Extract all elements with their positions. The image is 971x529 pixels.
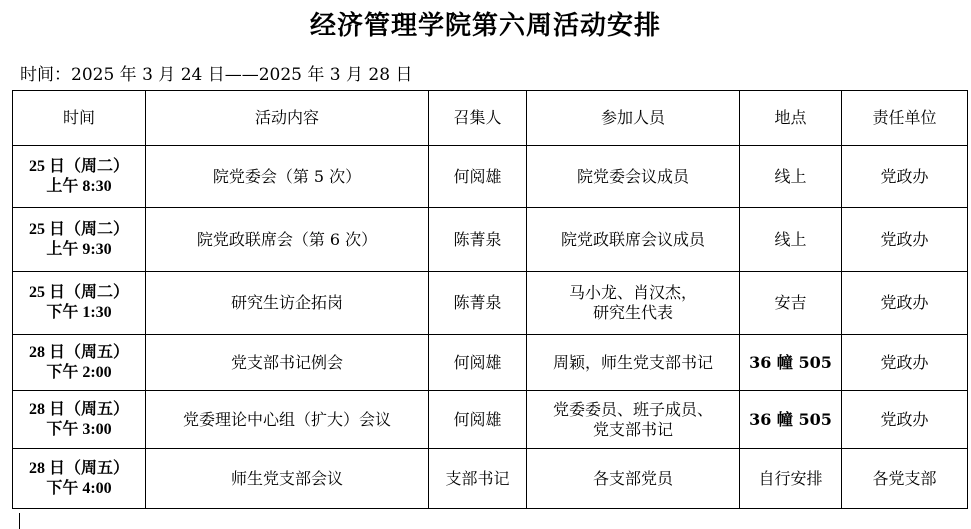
cell-participants: 党委委员、班子成员、 党支部书记 [527, 391, 740, 449]
table-row [13, 335, 968, 391]
cell-convener: 何阅雄 [429, 391, 527, 449]
table-row [13, 208, 968, 272]
cell-participants: 马小龙、肖汉杰， 研究生代表 [527, 272, 740, 335]
cell-convener: 支部书记 [429, 449, 527, 509]
cell-participants: 院党政联席会议成员 [527, 208, 740, 272]
cell-participants: 周颖，师生党支部书记 [527, 335, 740, 391]
cell-location: 线上 [740, 146, 842, 208]
cell-participants: 院党委会议成员 [527, 146, 740, 208]
cell-participants: 各支部党员 [527, 449, 740, 509]
cell-content: 院党政联席会（第 6 次） [146, 208, 429, 272]
schedule-table [12, 90, 968, 509]
table-row [13, 449, 968, 509]
cell-unit: 党政办 [842, 208, 968, 272]
cell-convener: 何阅雄 [429, 335, 527, 391]
cell-content: 党支部书记例会 [146, 335, 429, 391]
header-unit: 责任单位 [842, 91, 968, 146]
cell-time: 28 日（周五） 下午 2:00 [13, 335, 146, 391]
table-row [13, 146, 968, 208]
cell-unit: 各党支部 [842, 449, 968, 509]
header-content: 活动内容 [146, 91, 429, 146]
cell-content: 师生党支部会议 [146, 449, 429, 509]
cell-location: 安吉 [740, 272, 842, 335]
cell-unit: 党政办 [842, 391, 968, 449]
table-header-row [13, 91, 968, 146]
cell-time: 28 日（周五） 下午 4:00 [13, 449, 146, 509]
margin-rule [19, 513, 20, 529]
cell-convener: 陈菁泉 [429, 272, 527, 335]
cell-unit: 党政办 [842, 146, 968, 208]
table-row [13, 391, 968, 449]
cell-time: 28 日（周五） 下午 3:00 [13, 391, 146, 449]
cell-unit: 党政办 [842, 335, 968, 391]
cell-convener: 何阅雄 [429, 146, 527, 208]
cell-time: 25 日（周二） 下午 1:30 [13, 272, 146, 335]
cell-location: 36 幢 505 [740, 391, 842, 449]
cell-unit: 党政办 [842, 272, 968, 335]
header-convener: 召集人 [429, 91, 527, 146]
header-time: 时间 [13, 91, 146, 146]
cell-content: 院党委会（第 5 次） [146, 146, 429, 208]
cell-content: 党委理论中心组（扩大）会议 [146, 391, 429, 449]
cell-convener: 陈菁泉 [429, 208, 527, 272]
cell-location: 自行安排 [740, 449, 842, 509]
header-participants: 参加人员 [527, 91, 740, 146]
cell-content: 研究生访企拓岗 [146, 272, 429, 335]
page-title: 经济管理学院第六周活动安排 [309, 11, 661, 41]
date-range: 时间：2025 年 3 月 24 日——2025 年 3 月 28 日 [20, 65, 413, 85]
table-row [13, 272, 968, 335]
cell-location: 36 幢 505 [740, 335, 842, 391]
cell-time: 25 日（周二） 上午 9:30 [13, 208, 146, 272]
cell-time: 25 日（周二） 上午 8:30 [13, 146, 146, 208]
header-location: 地点 [740, 91, 842, 146]
cell-location: 线上 [740, 208, 842, 272]
